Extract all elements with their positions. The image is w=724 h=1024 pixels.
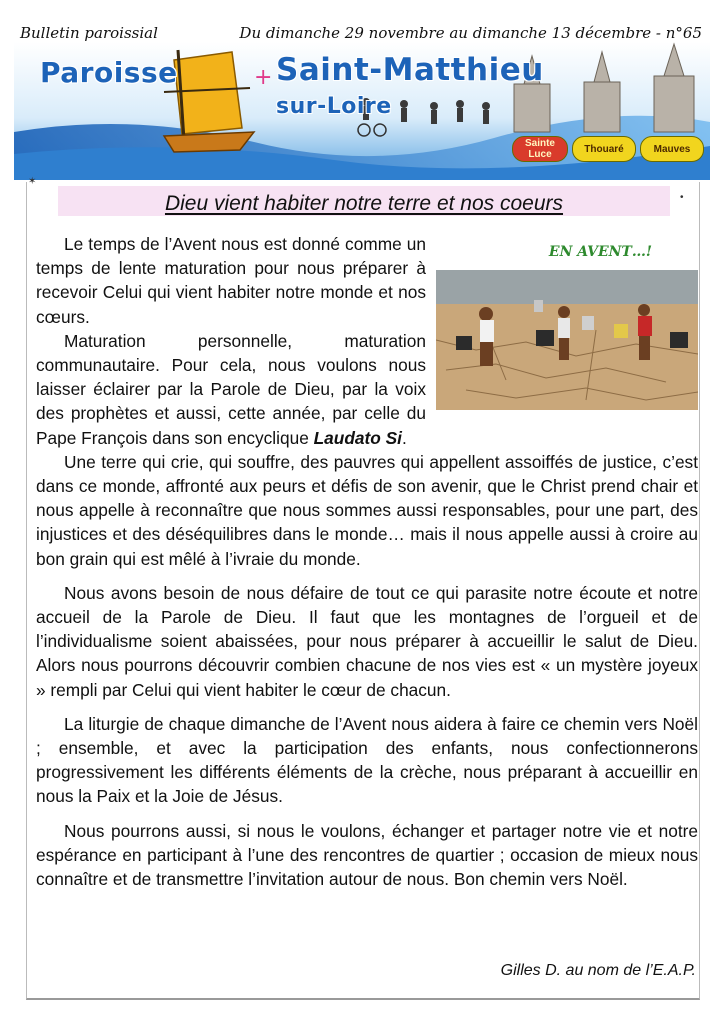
parish-banner bbox=[14, 42, 710, 180]
issue-dates: Du dimanche 29 novembre au dimanche 13 décembre - n°65 bbox=[239, 24, 702, 42]
paragraph-3: Une terre qui crie, qui souffre, des pauvres qui appellent assoiffés de justice, c’est dans ce monde, affronté aux peurs et défis de son avenir, que le Christ prend chair et nous appelle à reconnaître que nous sommes aussi responsables, pour une part, des injustices et des déséquilibres dans le monde… mais il nous appelle aussi à croire au bon grain qui est mêlé à l’ivraie du monde. bbox=[36, 451, 698, 569]
paragraph-2-text: Maturation personnelle, maturation communautaire. Pour cela, nous voulons nous laisser éclairer par la Parole de Dieu, par la voix des prophètes et aussi, cette année, par celle du Pape François dans son encyclique bbox=[36, 330, 426, 448]
bulletin-label: Bulletin paroissial bbox=[20, 24, 158, 42]
banner-saint-matthieu: Saint-Matthieu bbox=[276, 52, 544, 88]
advent-figure bbox=[436, 232, 698, 412]
commune-mauves: Mauves bbox=[640, 136, 704, 162]
paragraph-4: Nous avons besoin de nous défaire de tout ce qui parasite notre écoute et notre accueil de la Parole de Dieu. Il faut que les montagnes de l’orgueil et de l’individualisme soient abaissées, pour nous préparer à accueillir le salut de Dieu. Alors nous pourrons découvrir combien chacune de nos vies est « un mystère joyeux » rempli par Celui qui vient habiter le cœur de chacun. bbox=[36, 582, 698, 700]
corner-star-icon: ✶ bbox=[28, 176, 37, 187]
banner-sur-loire: sur-Loire bbox=[276, 94, 392, 119]
paragraph-2-end: . bbox=[401, 427, 407, 448]
cross-icon: + bbox=[254, 65, 273, 90]
signature: Gilles D. au nom de l’E.A.P. bbox=[500, 962, 696, 979]
paragraph-6: Nous pourrons aussi, si nous le voulons, échanger et partager notre vie et notre espérance en participant à l’une des rencontres de quartier ; occasion de mieux nous connaître et de transmettre l’invitation autour de nous. Bon chemin vers Noël. bbox=[36, 820, 698, 890]
commune-sainte-luce: Sainte Luce bbox=[512, 136, 568, 162]
commune-thouare: Thouaré bbox=[572, 136, 636, 162]
article-title: Dieu vient habiter notre terre et nos coeurs bbox=[164, 192, 564, 215]
paragraph-5: La liturgie de chaque dimanche de l’Avent nous aidera à faire ce chemin vers Noël ; ensemble, et avec la participation des enfants, nous confectionnerons progressivement les différents éléments de la crèche, nous préparant à accueillir en nous la Paix et la Joie de Jésus. bbox=[36, 713, 698, 807]
children-carrying-water-photo bbox=[436, 270, 698, 410]
paragraph-1: Le temps de l’Avent nous est donné comme un temps de lente maturation pour nous préparer à recevoir Celui qui vient habiter notre monde et nos cœurs. bbox=[36, 234, 426, 327]
banner-paroisse: Paroisse bbox=[40, 56, 178, 89]
encyclical-title: Laudato Si bbox=[313, 427, 402, 448]
bulletin-header bbox=[18, 22, 706, 44]
corner-dot-icon: • bbox=[680, 192, 684, 203]
figure-caption: EN AVENT…! bbox=[548, 244, 652, 260]
article-body bbox=[36, 232, 698, 891]
